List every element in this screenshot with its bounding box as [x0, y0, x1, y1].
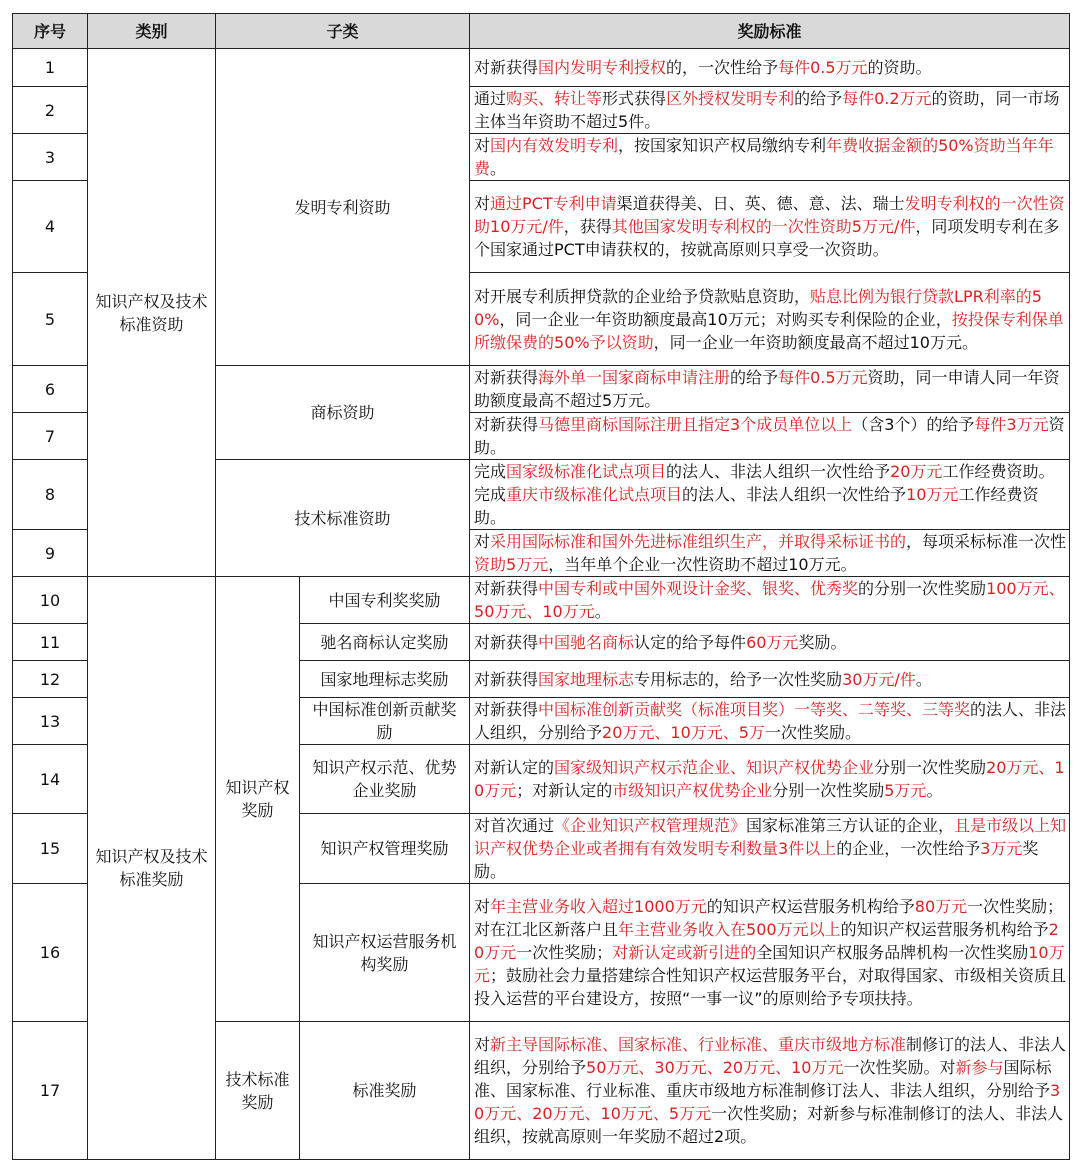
plain-text: ，按国家知识产权局缴纳专利: [618, 136, 827, 155]
highlight-text: 市级知识产权优势企业: [612, 781, 773, 800]
highlight-text: 50万元、30万元、20万元、10万元: [586, 1058, 844, 1077]
plain-text: 一次性奖励；: [516, 943, 613, 962]
plain-text: 专用标志的，给予一次性奖励: [634, 669, 843, 689]
plain-text: 奖励。: [798, 632, 847, 652]
highlight-text: 30万元、20万元、10万元、5万元: [474, 1081, 1061, 1123]
highlight-text: 年主营业务收入超过1000万元: [490, 897, 707, 916]
plain-text: 对: [474, 897, 491, 916]
plain-text: 资助。: [474, 415, 1065, 457]
plain-text: 认定的给予每件: [634, 632, 747, 652]
reward-description: [470, 273, 1070, 366]
highlight-text: 发明专利权的一次性资助10万元/件: [474, 194, 1065, 236]
reward-description: [470, 366, 1070, 413]
plain-text: 工作经费资助。完成: [474, 462, 1055, 504]
row-number: 9: [13, 530, 88, 577]
plain-text: ，同一企业一年资助额度最高不超过10万元。: [653, 332, 978, 352]
row-number: 4: [13, 181, 88, 273]
highlight-text: 新参与: [955, 1058, 1004, 1077]
plain-text: 的，一次性给予: [666, 58, 779, 77]
plain-text: ，同一企业一年资助额度最高10万元；对购买专利保险的企业，: [499, 309, 952, 329]
plain-text: 对新获得: [474, 669, 539, 689]
plain-text: 的法人、非法人组织一次性给予: [666, 462, 891, 481]
plain-text: 一次性奖励。对: [843, 1058, 956, 1077]
row-number: 14: [13, 745, 88, 814]
plain-text: ；对新认定的: [516, 781, 613, 800]
subcategory-cell: 商标资助: [216, 366, 470, 460]
row-number: 1: [13, 49, 88, 87]
plain-text: 对开展专利质押贷款的企业给予贷款贴息资助，: [474, 286, 811, 306]
plain-text: 对: [474, 532, 491, 551]
highlight-text: 贴息比例为银行贷款LPR利率的50%: [474, 286, 1042, 329]
highlight-text: 海外单一国家商标申请注册: [538, 368, 731, 387]
plain-text: 工作经费资助。: [474, 485, 1039, 527]
highlight-text: 重庆市级标准化试点项目: [506, 485, 683, 504]
subcategory-cell: 技术标准奖励: [216, 1022, 300, 1160]
highlight-text: 10万元: [474, 943, 1065, 985]
plain-text: 的法人、非法人组织一次性给予: [682, 485, 907, 504]
row-number: 3: [13, 134, 88, 181]
plain-text: 。: [594, 602, 611, 621]
plain-text: 国家标准第三方认证的企业，: [746, 816, 955, 835]
highlight-text: 年费收据金额的50%资助当年年费: [474, 136, 1054, 178]
highlight-text: 且是市级以上知识产权优势企业或者拥有有效发明专利数量3件以上: [474, 816, 1067, 858]
subcategory-cell: 技术标准资助: [216, 460, 470, 577]
header-standard: 奖励标准: [470, 14, 1070, 49]
highlight-text: 中国标准创新贡献奖（标准项目奖）一等奖、二等奖、三等奖: [538, 700, 971, 719]
highlight-text: 国内发明专利授权: [538, 58, 667, 77]
header-no: 序号: [13, 14, 88, 49]
item-cell: 中国专利奖奖励: [300, 577, 470, 624]
plain-text: ，获得: [563, 217, 612, 236]
highlight-text: 对新认定或新引进的: [612, 943, 757, 962]
plain-text: 的给予: [794, 89, 843, 108]
plain-text: 全国知识产权服务品牌机构一次性奖励: [756, 943, 1029, 962]
reward-description: [470, 884, 1070, 1022]
plain-text: 对新获得: [474, 58, 539, 77]
plain-text: 。: [926, 781, 943, 800]
highlight-text: 年主营业务收入在500万元以上: [618, 920, 841, 939]
reward-description: [470, 460, 1070, 530]
plain-text: 。: [915, 669, 932, 689]
row-number: 10: [13, 577, 88, 624]
highlight-text: 国家地理标志: [538, 669, 635, 689]
highlight-text: 国内有效发明专利: [490, 136, 619, 155]
plain-text: 对新获得: [474, 632, 539, 652]
item-cell: 中国标准创新贡献奖励: [300, 698, 470, 745]
highlight-text: 新主导国际标准、国家标准、行业标准、重庆市级地方标准: [490, 1035, 907, 1054]
header-row: [13, 14, 1070, 49]
plain-text: 对新获得: [474, 579, 539, 598]
reward-description: [470, 577, 1070, 624]
highlight-text: 20万元、10万元: [474, 758, 1065, 800]
reward-description: [470, 1022, 1070, 1160]
plain-text: 对新获得: [474, 700, 539, 719]
category-cell: 知识产权及技术标准资助: [88, 49, 216, 577]
reward-description: [470, 624, 1070, 661]
row-number: 8: [13, 460, 88, 530]
header-subcategory: 子类: [216, 14, 470, 49]
highlight-text: 马德里商标国际注册且指定3个成员单位以上: [538, 415, 853, 434]
item-cell: 国家地理标志奖励: [300, 661, 470, 698]
highlight-text: 国家级标准化试点项目: [506, 462, 667, 481]
plain-text: 制修订的法人、非法人组织，分别给予: [474, 1035, 1067, 1077]
plain-text: 对新认定的: [474, 758, 555, 777]
row-number: 7: [13, 413, 88, 460]
plain-text: 国际标准、国家标准、行业标准、重庆市级地方标准制修订法人、非法人组织，分别给予: [474, 1058, 1052, 1100]
highlight-text: 中国专利或中国外观设计金奖、银奖、优秀奖: [538, 579, 859, 598]
highlight-text: 80万元: [914, 897, 968, 916]
highlight-text: 区外授权发明专利: [666, 89, 795, 108]
plain-text: 的资助，同一市场主体当年资助不超过5件。: [474, 89, 1060, 131]
highlight-text: 20万元、10万元、5万: [602, 723, 765, 742]
highlight-text: 20万元: [474, 920, 1059, 962]
category-cell: 知识产权及技术标准奖励: [88, 577, 216, 1160]
plain-text: 奖励。: [474, 839, 1039, 881]
reward-description: [470, 87, 1070, 134]
row-number: 16: [13, 884, 88, 1022]
row-number: 15: [13, 814, 88, 884]
highlight-text: 通过PCT专利申请: [490, 194, 617, 213]
highlight-text: 每件0.5万元: [778, 58, 868, 77]
plain-text: 渠道获得美、日、英、德、意、法、瑞士: [616, 194, 905, 213]
plain-text: 对新获得: [474, 415, 539, 434]
reward-description: [470, 661, 1070, 698]
subcategory-cell: 发明专利资助: [216, 49, 470, 366]
highlight-text: 每件0.2万元: [842, 89, 932, 108]
highlight-text: 采用国际标准和国外先进标准组织生产，并取得采标证书的: [490, 532, 907, 551]
highlight-text: 30万元/件: [842, 669, 916, 689]
highlight-text: 资助5万元: [474, 555, 549, 574]
row-number: 13: [13, 698, 88, 745]
item-cell: 知识产权示范、优势企业奖励: [300, 745, 470, 814]
plain-text: 对新获得: [474, 368, 539, 387]
reward-description: [470, 413, 1070, 460]
plain-text: ；鼓励社会力量搭建综合性知识产权运营服务平台，对取得国家、市级相关资质且投入运营的平台建设方，按照“一事一议”的原则给予专项扶持。: [474, 966, 1067, 1008]
plain-text: 分别一次性奖励: [772, 781, 885, 800]
plain-text: ，同项发明专利在多个国家通过PCT申请获权的，按就高原则只享受一次资助。: [474, 217, 1060, 259]
plain-text: 资助，同一申请人同一年资助额度最高不超过5万元。: [474, 368, 1060, 410]
highlight-text: 国家级知识产权示范企业、知识产权优势企业: [554, 758, 875, 777]
item-cell: 标准奖励: [300, 1022, 470, 1160]
table-row: [13, 577, 1070, 624]
plain-text: 完成: [474, 462, 507, 481]
highlight-text: 5万元: [884, 781, 927, 800]
reward-description: [470, 745, 1070, 814]
plain-text: ，每项采标标准一次性: [906, 532, 1067, 551]
reward-description: [470, 814, 1070, 884]
plain-text: （含3个）的给予: [852, 415, 975, 434]
row-number: 17: [13, 1022, 88, 1160]
plain-text: 对: [474, 194, 491, 213]
row-number: 5: [13, 273, 88, 366]
item-cell: 知识产权运营服务机构奖励: [300, 884, 470, 1022]
highlight-text: 10万元: [906, 485, 959, 504]
plain-text: 通过: [474, 89, 507, 108]
plain-text: 对首次通过: [474, 816, 555, 835]
row-number: 6: [13, 366, 88, 413]
highlight-text: 中国驰名商标: [538, 632, 635, 652]
highlight-text: 购买、转让等: [506, 89, 603, 108]
plain-text: 的分别一次性奖励: [858, 579, 987, 598]
highlight-text: 20万元: [890, 462, 943, 481]
plain-text: 一次性奖励；对新参与标准制修订的法人、非法人组织，按就高原则一年奖励不超过2项。: [474, 1104, 1064, 1146]
reward-description: [470, 49, 1070, 87]
reward-table: [12, 13, 1070, 1160]
reward-description: [470, 134, 1070, 181]
reward-description: [470, 698, 1070, 745]
plain-text: 的资助。: [867, 58, 932, 77]
plain-text: 。: [490, 159, 507, 178]
plain-text: 对: [474, 136, 491, 155]
header-category: 类别: [88, 14, 216, 49]
highlight-text: 其他国家发明专利权的一次性资助5万元/件: [611, 217, 916, 236]
subcategory-cell: 知识产权奖励: [216, 577, 300, 1022]
row-number: 11: [13, 624, 88, 661]
plain-text: 的知识产权运营服务机构给予: [840, 920, 1049, 939]
highlight-text: 每件3万元: [974, 415, 1049, 434]
highlight-text: 3万元: [980, 839, 1023, 858]
plain-text: 的知识产权运营服务机构给予: [706, 897, 915, 916]
plain-text: 一次性奖励。: [764, 723, 861, 742]
highlight-text: 每件0.5万元: [778, 368, 868, 387]
plain-text: 的给予: [730, 368, 779, 387]
row-number: 12: [13, 661, 88, 698]
plain-text: 形式获得: [602, 89, 667, 108]
highlight-text: 60万元: [746, 632, 799, 652]
highlight-text: 按投保专利保单所缴保费的50%予以资助: [474, 309, 1064, 352]
reward-description: [470, 181, 1070, 273]
plain-text: 分别一次性奖励: [874, 758, 987, 777]
plain-text: 一次性奖励；对在江北区新落户且: [474, 897, 1064, 939]
plain-text: 对: [474, 1035, 491, 1054]
item-cell: 知识产权管理奖励: [300, 814, 470, 884]
plain-text: ，当年单个企业一次性资助不超过10万元。: [548, 555, 857, 574]
highlight-text: 100万元、50万元、10万元: [474, 579, 1065, 621]
row-number: 2: [13, 87, 88, 134]
plain-text: 的法人、非法人组织，分别给予: [474, 700, 1067, 742]
reward-description: [470, 530, 1070, 577]
item-cell: 驰名商标认定奖励: [300, 624, 470, 661]
plain-text: 的企业，一次性给予: [836, 839, 981, 858]
table-row: [13, 49, 1070, 87]
highlight-text: 《企业知识产权管理规范》: [554, 816, 747, 835]
